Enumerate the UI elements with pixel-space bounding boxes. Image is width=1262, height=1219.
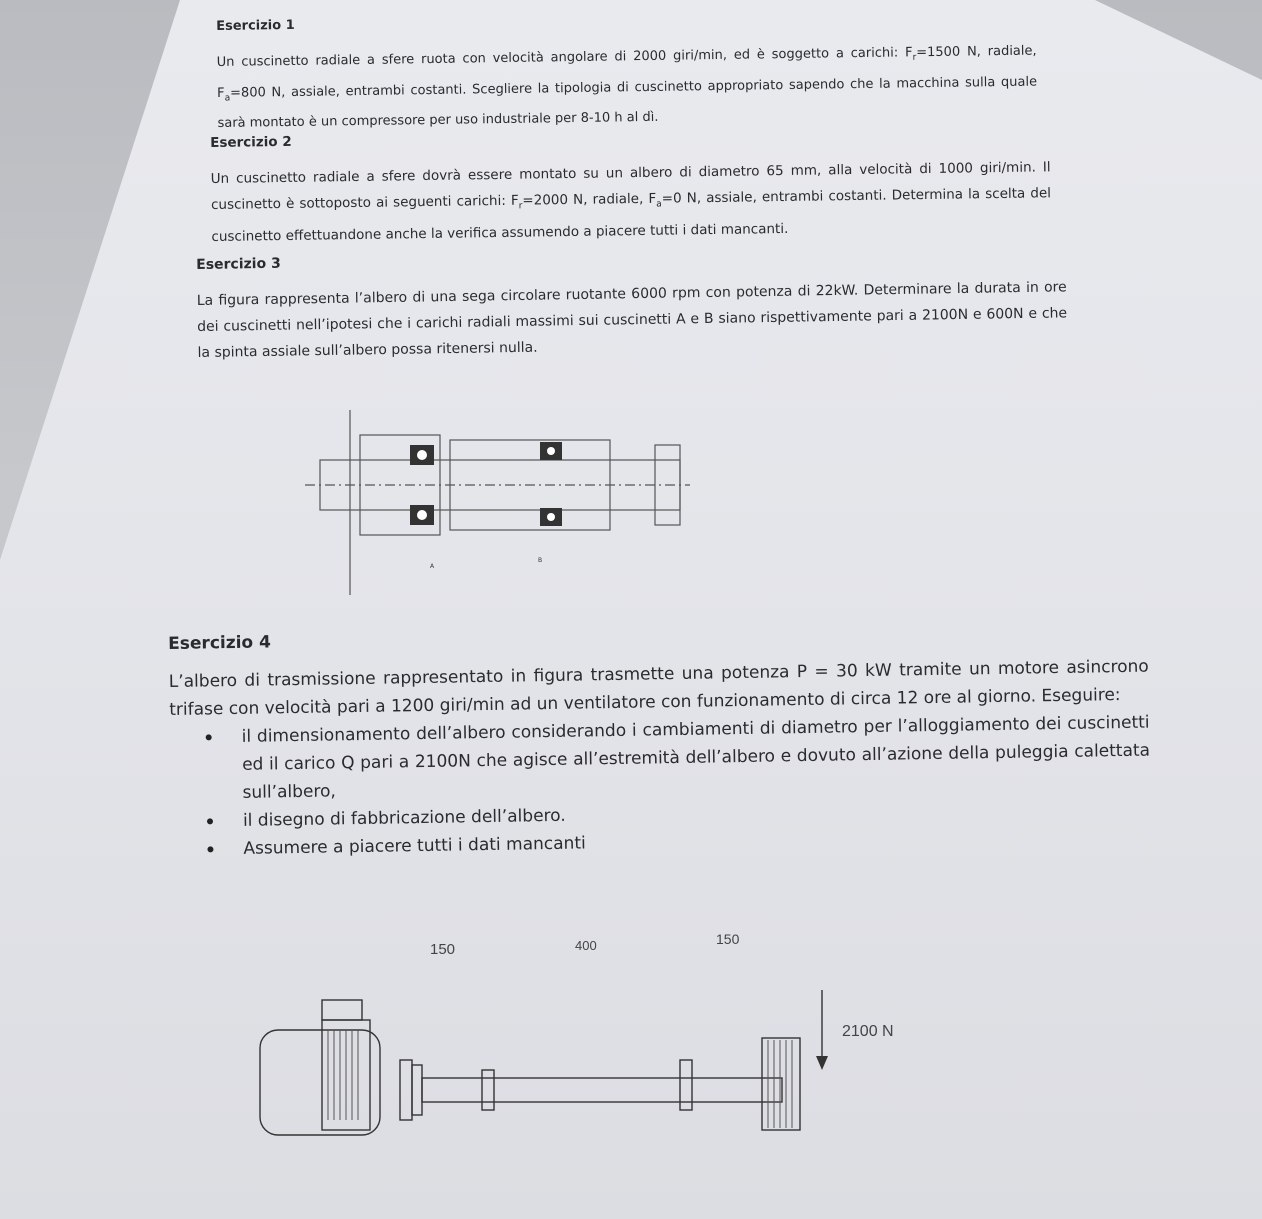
ball-icon <box>417 510 427 520</box>
arrow-down-icon <box>816 1056 828 1070</box>
coupling <box>412 1065 422 1115</box>
bearing-left <box>482 1070 494 1110</box>
list-item: il dimensionamento dell’albero considerando i cambiamenti di diametro per l’alloggiamento dei cuscinetti ed il carico Q pari a 2100N che agisce all’estremità dell’albero e dovuto all’azione della puleggia calettata sull’albero, <box>241 709 1150 807</box>
dimension-label: 150 <box>716 931 740 947</box>
ball-icon <box>547 447 555 455</box>
load-label: 2100 N <box>842 1023 894 1040</box>
list-item: il disegno di fabbricazione dell’albero. <box>243 793 1151 835</box>
exercise-2 <box>210 118 1052 249</box>
exercise-1 <box>216 3 1038 138</box>
exercise-3-title: Esercizio 3 <box>196 255 281 273</box>
shaft <box>422 1078 782 1102</box>
exercise-2-text: Un cuscinetto radiale a sfere dovrà essere montato su un albero di diametro 65 mm, alla velocità di 1000 giri/min. Il cuscinetto è sottoposto ai seguenti carichi: $F_r=2000$ N, radiale, $F_a=0$ N, assiale, entrambi costanti. Determina la scelta del cuscinetto effettuandone anche la verifica assumendo a piacere tutti i dati mancanti. <box>210 159 1052 245</box>
bullet-icon <box>206 734 212 740</box>
exercise-2-title: Esercizio 2 <box>210 133 292 151</box>
list-item: Assumere a piacere tutti i dati mancanti <box>243 821 1151 863</box>
exercise-4-title: Esercizio 4 <box>168 632 272 654</box>
exercise-4-bullets <box>169 709 1151 864</box>
exercise-1-title: Esercizio 1 <box>216 17 295 34</box>
ball-icon <box>417 450 427 460</box>
coupling <box>400 1060 412 1120</box>
dimension-label: 150 <box>430 941 456 958</box>
exercise-4-text: L’albero di trasmissione rappresentato in figura trasmette una potenza P = 30 kW tramite un motore asincrono trifase con velocità pari a 1200 giri/min ad un ventilatore con funzionamento di circa 12 ore al giorno. Eseguire: <box>168 656 1149 720</box>
transmission-shaft-drawing <box>250 920 910 1150</box>
bullet-icon <box>207 846 213 852</box>
dimension-label: 400 <box>575 938 597 953</box>
ball-icon <box>547 513 555 521</box>
exercise-4 <box>168 615 1152 864</box>
motor-body <box>260 1030 380 1135</box>
label-bearing-a: A <box>430 563 435 570</box>
exercise-1-text: Un cuscinetto radiale a sfere ruota con velocità angolare di 2000 giri/min, ed è soggetto a carichi: $F_r=1500$ N, radiale, $F_a=800$ N, assiale, entrambi costanti. Scegliere la tipologia di cuscinetto appropriato sapendo che la macchina sulla quale sarà montato è un compressore per uso industriale per 8-10 h al dì. <box>216 43 1038 132</box>
exercise-3 <box>196 238 1068 366</box>
saw-shaft-drawing <box>300 400 700 600</box>
terminal-box <box>322 1000 362 1020</box>
exercise-3-text: La figura rappresenta l’albero di una sega circolare ruotante 6000 rpm con potenza di 22kW. Determinare la durata in ore dei cuscinetti nell’ipotesi che i carichi radiali massimi sui cuscinetti A e B siano rispettivamente pari a 2100N e 600N e che la spinta assiale sull’albero possa ritenersi nulla. <box>196 279 1068 361</box>
bullet-icon <box>207 818 213 824</box>
label-bearing-b: B <box>538 557 543 564</box>
